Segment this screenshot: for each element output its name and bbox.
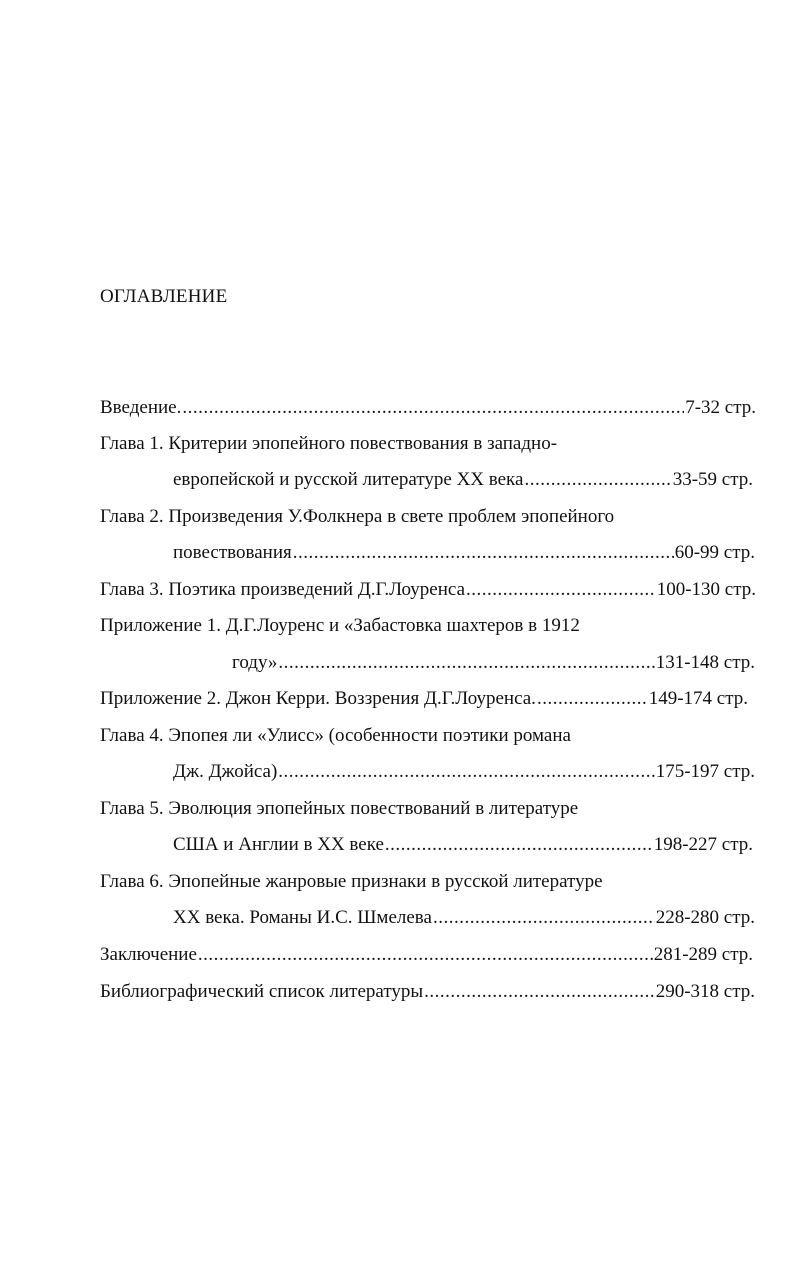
toc-entry-pages: 100-130 стр. [656, 579, 756, 600]
toc-entry-ch3 [100, 578, 756, 602]
toc-entry-pages: 131-148 стр. [655, 652, 755, 673]
toc-entry-title: США и Англии в XX веке [173, 834, 384, 855]
toc-entry-ch5 [173, 833, 753, 857]
toc-entry-title: Дж. Джойса) [173, 761, 278, 782]
toc-entry-title: XX века. Романы И.С. Шмелева [173, 907, 432, 928]
leader-dots [433, 906, 655, 930]
leader-dots [537, 687, 648, 711]
toc-entry-ch6 [173, 906, 755, 930]
toc-entry-pages: 198-227 стр. [653, 834, 753, 855]
toc-entry-ch2 [173, 541, 755, 565]
toc-entry-title: Библиографический список литературы [100, 981, 424, 1002]
toc-entry-title: повествования [173, 542, 292, 563]
toc-entry-app1 [232, 651, 755, 675]
toc-entry-ch4 [173, 760, 755, 784]
toc-entry-pages: 281-289 стр. [653, 944, 753, 965]
toc-entry-pages: 228-280 стр. [655, 907, 755, 928]
toc-entry-title: Глава 3. Поэтика произведений Д.Г.Лоуренса [100, 579, 466, 600]
toc-entry-ch1 [173, 468, 753, 492]
leader-dots [198, 943, 653, 967]
toc-entry-intro [100, 396, 756, 420]
toc-entry-title: Заключение [100, 944, 197, 965]
leader-dots [524, 468, 671, 492]
toc-entry-title: европейской и русской литературе XX века [173, 469, 524, 490]
leader-dots [385, 833, 653, 857]
toc-entry-bibliography [100, 980, 755, 1004]
toc-entry-ch2-line1: Глава 2. Произведения У.Фолкнера в свете проблем эпопейного [100, 506, 615, 527]
toc-entry-ch4-line1: Глава 4. Эпопея ли «Улисс» (особенности поэтики романа [100, 725, 571, 746]
toc-entry-pages: 175-197 стр. [655, 761, 755, 782]
toc-entry-pages: 149-174 стр. [648, 688, 748, 709]
toc-entry-title: году» [232, 652, 278, 673]
leader-dots [278, 651, 654, 675]
toc-entry-title: Введение. [100, 397, 182, 418]
toc-entry-app2 [100, 687, 748, 711]
toc-entry-ch5-line1: Глава 5. Эволюция эпопейных повествований в литературе [100, 798, 579, 819]
leader-dots [424, 980, 655, 1004]
toc-entry-ch1-line1: Глава 1. Критерии эпопейного повествования в западно- [100, 433, 558, 454]
page-title: ОГЛАВЛЕНИЕ [100, 286, 228, 307]
toc-entry-pages: 33-59 стр. [672, 469, 753, 490]
leader-dots [293, 541, 674, 565]
toc-entry-app1-line1: Приложение 1. Д.Г.Лоуренс и «Забастовка шахтеров в 1912 [100, 615, 580, 636]
toc-entry-ch6-line1: Глава 6. Эпопейные жанровые признаки в русской литературе [100, 871, 603, 892]
toc-entry-pages: 290-318 стр. [655, 981, 755, 1002]
leader-dots [466, 578, 656, 602]
toc-entry-conclusion [100, 943, 753, 967]
toc-entry-title: Приложение 2. Джон Керри. Воззрения Д.Г.Лоуренса. [100, 688, 536, 709]
leader-dots [278, 760, 654, 784]
toc-entry-pages: 60-99 стр. [674, 542, 755, 563]
leader-dots [182, 396, 684, 420]
toc-entry-pages: 7-32 стр. [685, 397, 756, 418]
